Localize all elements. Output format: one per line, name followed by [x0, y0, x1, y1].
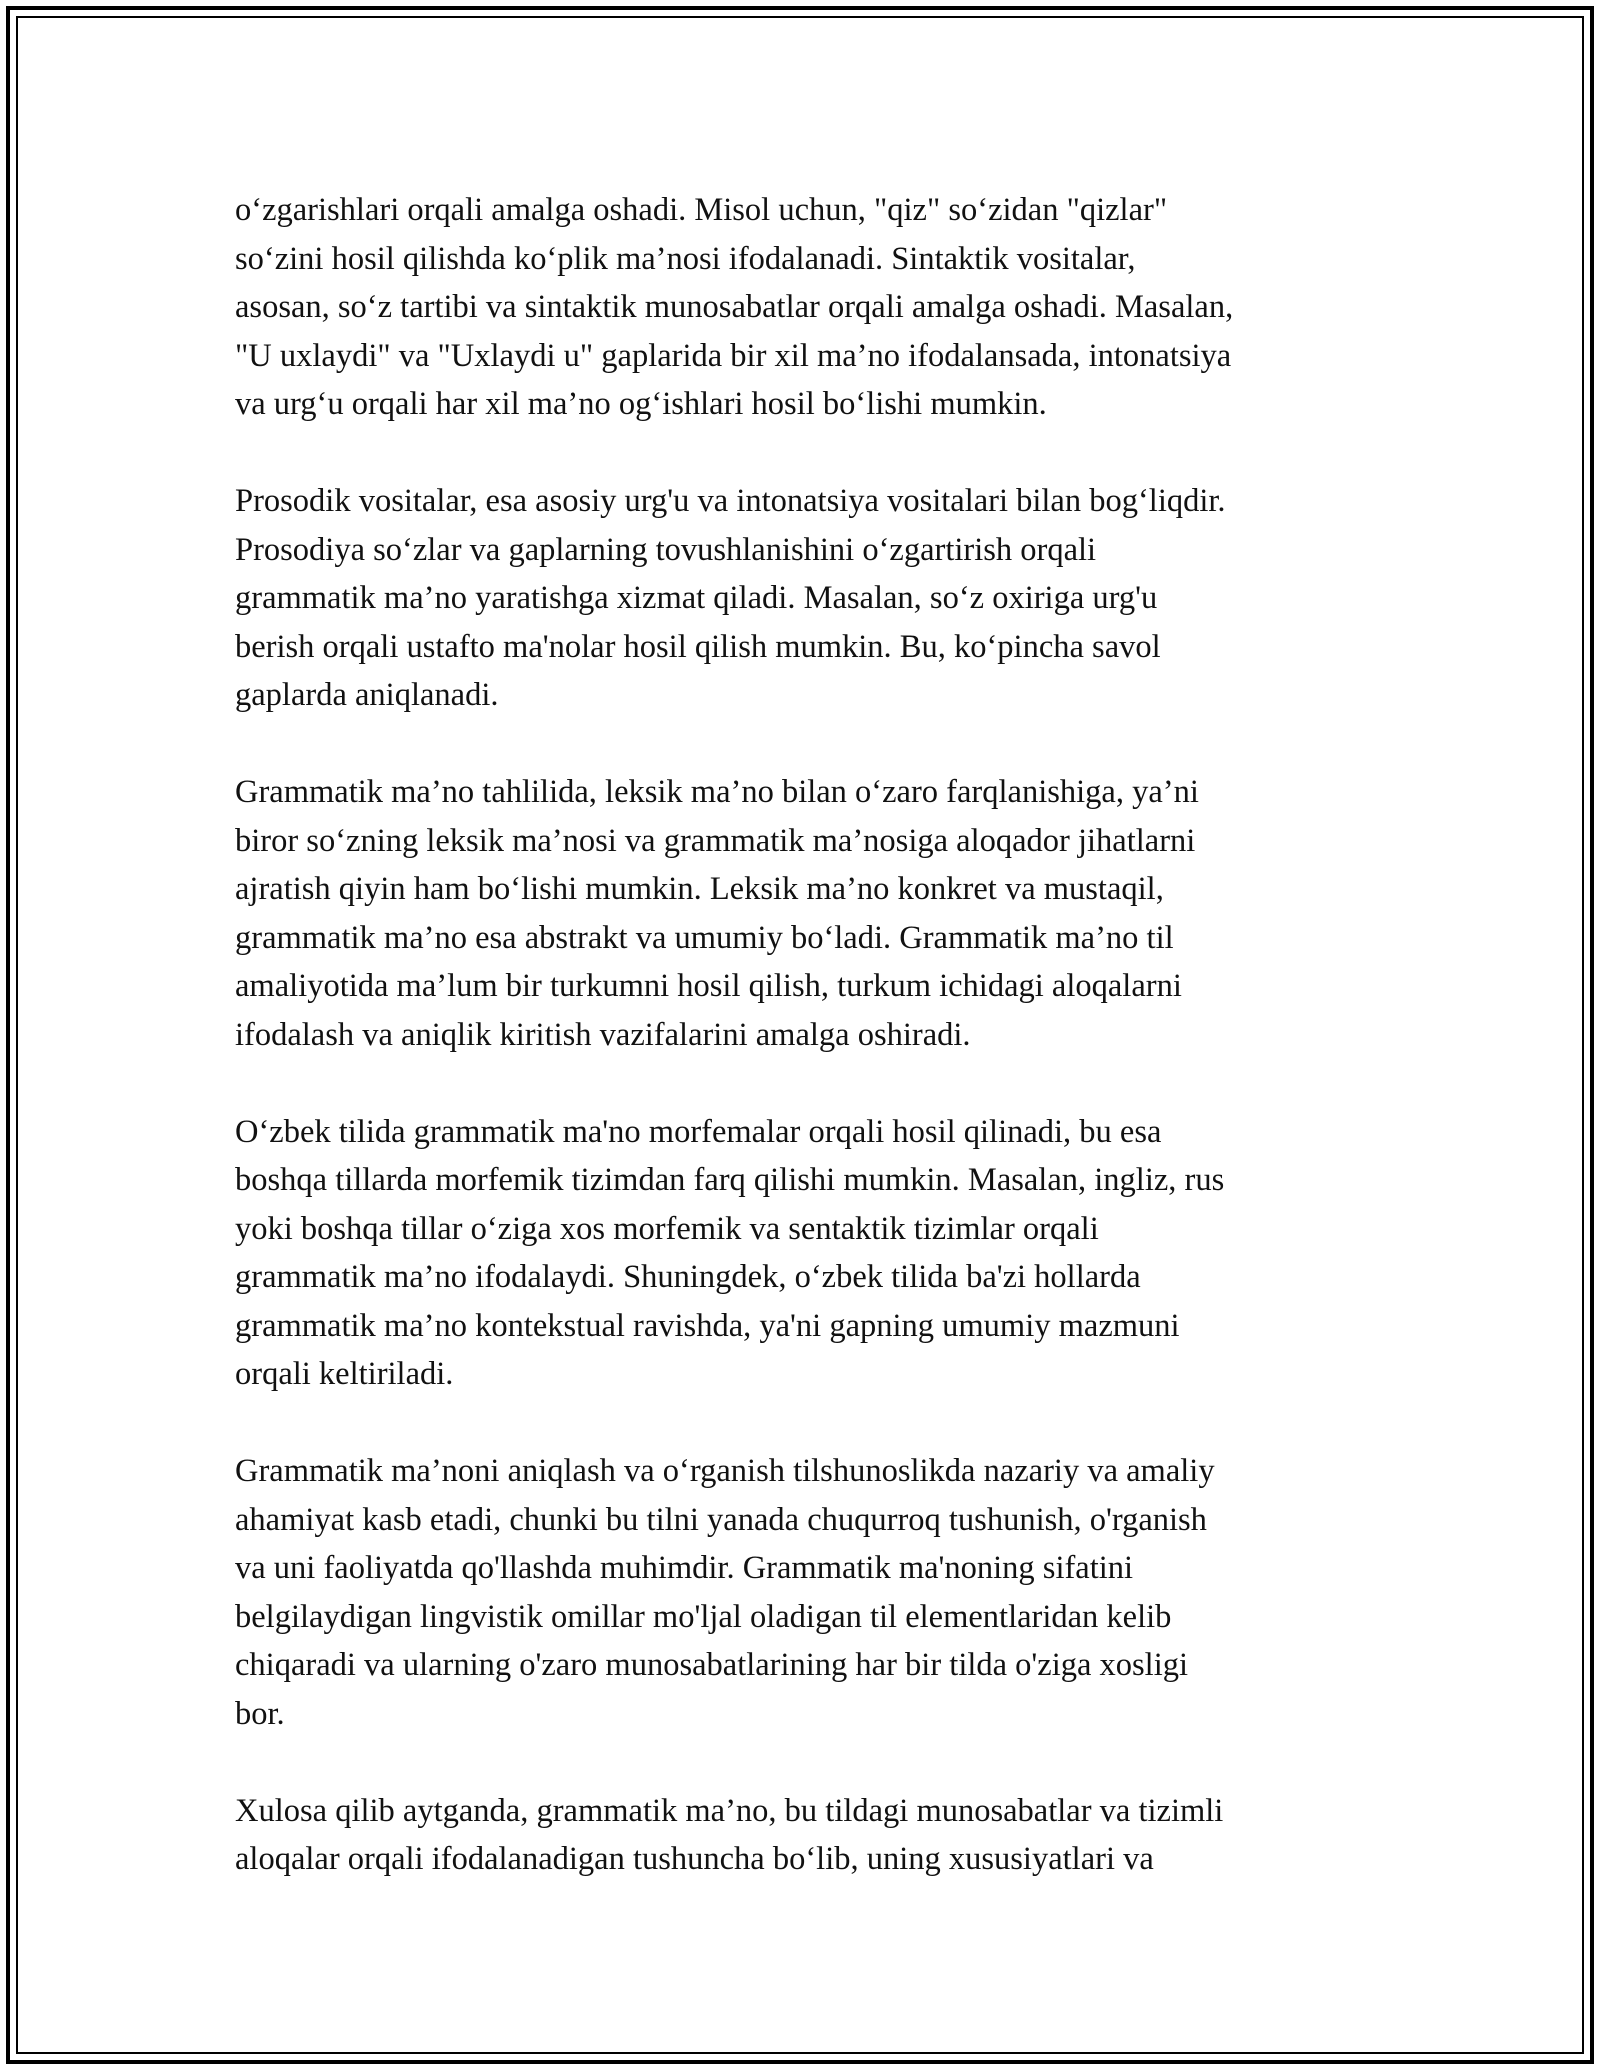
text-line: Prosodik vositalar, esa asosiy urg'u va intonatsiya vositalari bilan bog‘liqdir. — [235, 483, 1226, 519]
text-line: boshqa tillarda morfemik tizimdan farq qilishi mumkin. Masalan, ingliz, rus — [235, 1162, 1225, 1198]
text-line: belgilaydigan lingvistik omillar mo'ljal oladigan til elementlaridan kelib — [235, 1598, 1172, 1635]
text-line: grammatik ma’no esa abstrakt va umumiy bo‘ladi. Grammatik ma’no til — [235, 919, 1174, 956]
text-line: grammatik ma’no kontekstual ravishda, ya'ni gapning umumiy mazmuni — [235, 1307, 1180, 1344]
text-line: grammatik ma’no ifodalaydi. Shuningdek, o‘zbek tilida ba'zi hollarda — [235, 1259, 1141, 1295]
text-line: ajratish qiyin ham bo‘lishi mumkin. Leksik ma’no konkret va mustaqil, — [235, 871, 1164, 907]
text-line: berish orqali ustafto ma'nolar hosil qilish mumkin. Bu, ko‘pincha savol — [235, 628, 1161, 665]
paragraph-5 — [235, 1447, 1395, 1738]
text-line: chiqaradi va ularning o'zaro munosabatlarining har bir tilda o'ziga xosligi — [235, 1647, 1189, 1683]
paragraph-1 — [235, 186, 1395, 429]
text-line: O‘zbek tilida grammatik ma'no morfemalar orqali hosil qilinadi, bu esa — [235, 1113, 1162, 1150]
text-line: Grammatik ma’noni aniqlash va o‘rganish tilshunoslikda nazariy va amaliy — [235, 1453, 1215, 1489]
text-line: bor. — [235, 1695, 285, 1732]
paragraph-4 — [235, 1108, 1395, 1399]
paragraph-2 — [235, 477, 1395, 720]
text-line: amaliyotida ma’lum bir turkumni hosil qilish, turkum ichidagi aloqalarni — [235, 968, 1182, 1004]
text-line: yoki boshqa tillar o‘ziga xos morfemik va sentaktik tizimlar orqali — [235, 1210, 1099, 1247]
text-line: va urg‘u orqali har xil ma’no og‘ishlari hosil bo‘lishi mumkin. — [235, 386, 1047, 422]
text-line: so‘zini hosil qilishda ko‘plik ma’nosi ifodalanadi. Sintaktik vositalar, — [235, 240, 1136, 277]
text-line: grammatik ma’no yaratishga xizmat qiladi. Masalan, so‘z oxiriga urg'u — [235, 580, 1158, 616]
text-line: gaplarda aniqlanadi. — [235, 677, 499, 713]
text-line: Grammatik ma’no tahlilida, leksik ma’no bilan o‘zaro farqlanishiga, ya’ni — [235, 774, 1199, 810]
paragraph-6 — [235, 1787, 1395, 1884]
text-line: ahamiyat kasb etadi, chunki bu tilni yanada chuqurroq tushunish, o'rganish — [235, 1501, 1207, 1538]
text-line: aloqalar orqali ifodalanadigan tushuncha bo‘lib, uning xususiyatlari va — [235, 1841, 1154, 1877]
paragraph-3 — [235, 768, 1395, 1059]
text-line: Xulosa qilib aytganda, grammatik ma’no, bu tildagi munosabatlar va tizimli — [235, 1792, 1224, 1829]
text-line: biror so‘zning leksik ma’nosi va grammatik ma’nosiga aloqador jihatlarni — [235, 822, 1196, 859]
text-line: orqali keltiriladi. — [235, 1356, 454, 1392]
text-line: "U uxlaydi" va "Uxlaydi u" gaplarida bir xil ma’no ifodalansada, intonatsiya — [235, 337, 1232, 374]
text-line: Prosodiya so‘zlar va gaplarning tovushlanishini o‘zgartirish orqali — [235, 531, 1097, 568]
text-line: va uni faoliyatda qo'llashda muhimdir. Grammatik ma'noning sifatini — [235, 1550, 1134, 1586]
text-line: asosan, so‘z tartibi va sintaktik munosabatlar orqali amalga oshadi. Masalan, — [235, 289, 1234, 325]
text-line: ifodalash va aniqlik kiritish vazifalarini amalga oshiradi. — [235, 1016, 971, 1053]
document-body — [235, 186, 1395, 1884]
text-line: o‘zgarishlari orqali amalga oshadi. Misol uchun, "qiz" so‘zidan "qizlar" — [235, 192, 1168, 228]
